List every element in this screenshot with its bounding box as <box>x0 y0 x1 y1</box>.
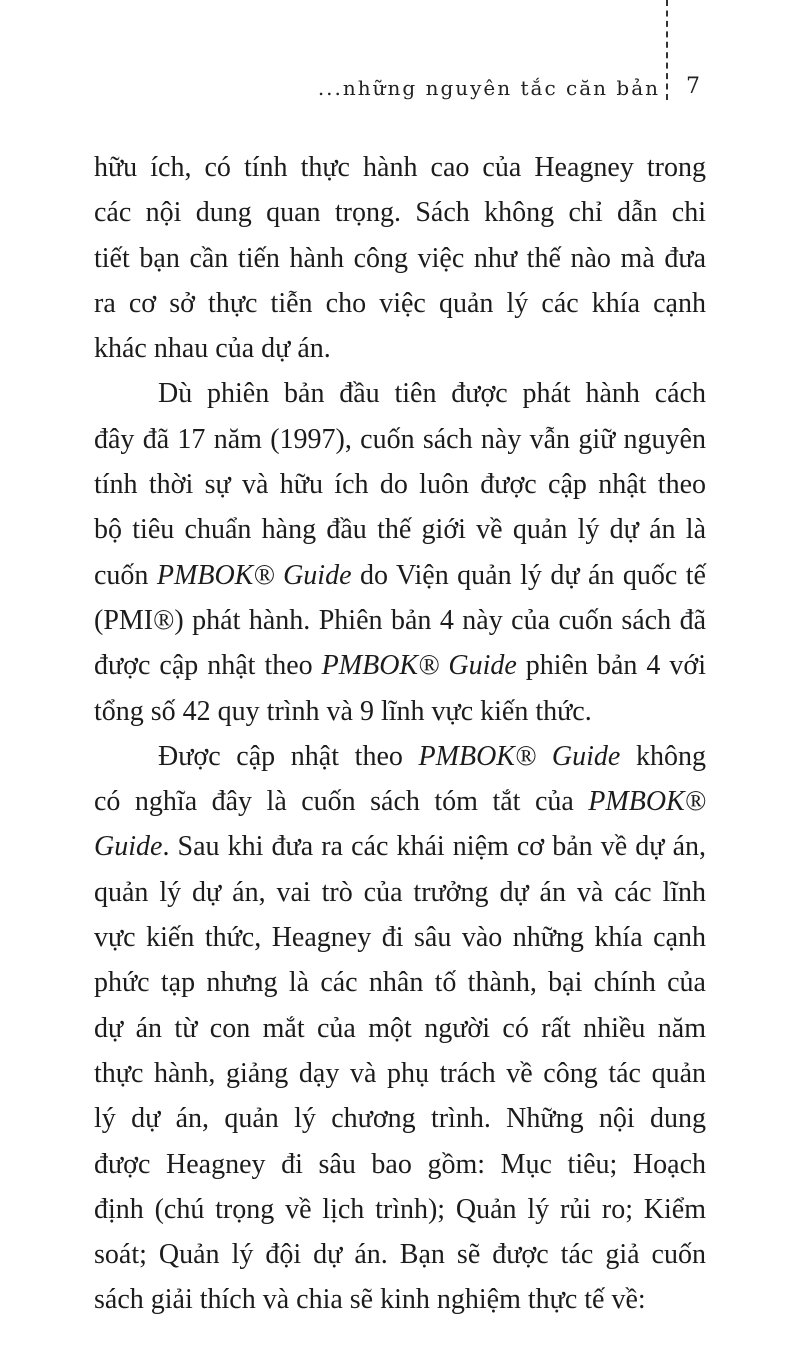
header-dashed-rule <box>666 0 668 100</box>
text-line: tính thời sự và hữu ích do luôn được cập nhật theo <box>94 469 706 501</box>
text-line: bộ tiêu chuẩn hàng đầu thế giới về quản lý dự án là <box>94 514 706 546</box>
italic-title: PMBOK® <box>588 786 706 818</box>
text-line: Guide. Sau khi đưa ra các khái niệm cơ bản về dự án, <box>94 831 706 863</box>
page-number: 7 <box>686 74 700 99</box>
text-line: sách giải thích và chia sẽ kinh nghiệm thực tế về: <box>94 1284 646 1316</box>
text-line: tiết bạn cần tiến hành công việc như thế nào mà đưa <box>94 242 706 274</box>
paragraph-3 <box>94 734 706 1323</box>
text-line: ra cơ sở thực tiễn cho việc quản lý các khía cạnh <box>94 287 706 319</box>
text-line: Dù phiên bản đầu tiên được phát hành cách <box>158 378 706 410</box>
text-line: lý dự án, quản lý chương trình. Những nội dung <box>94 1103 706 1135</box>
text-line: Được cập nhật theo PMBOK® Guide không <box>158 740 707 772</box>
running-head: ...những nguyên tắc căn bản <box>317 76 660 100</box>
text-line: hữu ích, có tính thực hành cao của Heagney trong <box>94 152 706 183</box>
text-line: được Heagney đi sâu bao gồm: Mục tiêu; Hoạch <box>94 1148 706 1180</box>
body-text <box>94 145 706 1323</box>
text-line: được cập nhật theo PMBOK® Guide phiên bản 4 với <box>94 650 706 682</box>
text-line: thực hành, giảng dạy và phụ trách về công tác quản <box>94 1057 706 1089</box>
text-line: phức tạp nhưng là các nhân tố thành, bại chính của <box>94 967 706 999</box>
text-line: các nội dung quan trọng. Sách không chỉ dẫn chi <box>94 197 706 229</box>
text-line: khác nhau của dự án. <box>94 333 331 365</box>
text-line: quản lý dự án, vai trò của trưởng dự án và các lĩnh <box>94 876 706 908</box>
text-line: tổng số 42 quy trình và 9 lĩnh vực kiến thức. <box>94 695 592 727</box>
text-line: cuốn PMBOK® Guide do Viện quản lý dự án quốc tế <box>94 559 706 591</box>
paragraph-1 <box>94 145 706 371</box>
paragraph-2 <box>94 371 706 733</box>
text-line: soát; Quản lý đội dự án. Bạn sẽ được tác giả cuốn <box>94 1239 706 1271</box>
text-line: có nghĩa đây là cuốn sách tóm tắt của PMBOK® <box>94 786 706 818</box>
text-line: đây đã 17 năm (1997), cuốn sách này vẫn giữ nguyên <box>94 423 706 455</box>
italic-title: Guide <box>94 831 163 863</box>
text-line: vực kiến thức, Heagney đi sâu vào những khía cạnh <box>94 922 706 954</box>
italic-title: PMBOK® Guide <box>418 740 621 772</box>
text-line: dự án từ con mắt của một người có rất nhiều năm <box>94 1012 706 1044</box>
text-line: định (chú trọng về lịch trình); Quản lý rủi ro; Kiểm <box>94 1193 706 1225</box>
italic-title: PMBOK® Guide <box>321 650 517 682</box>
text-line: (PMI®) phát hành. Phiên bản 4 này của cuốn sách đã <box>94 604 706 636</box>
italic-title: PMBOK® Guide <box>156 559 352 591</box>
